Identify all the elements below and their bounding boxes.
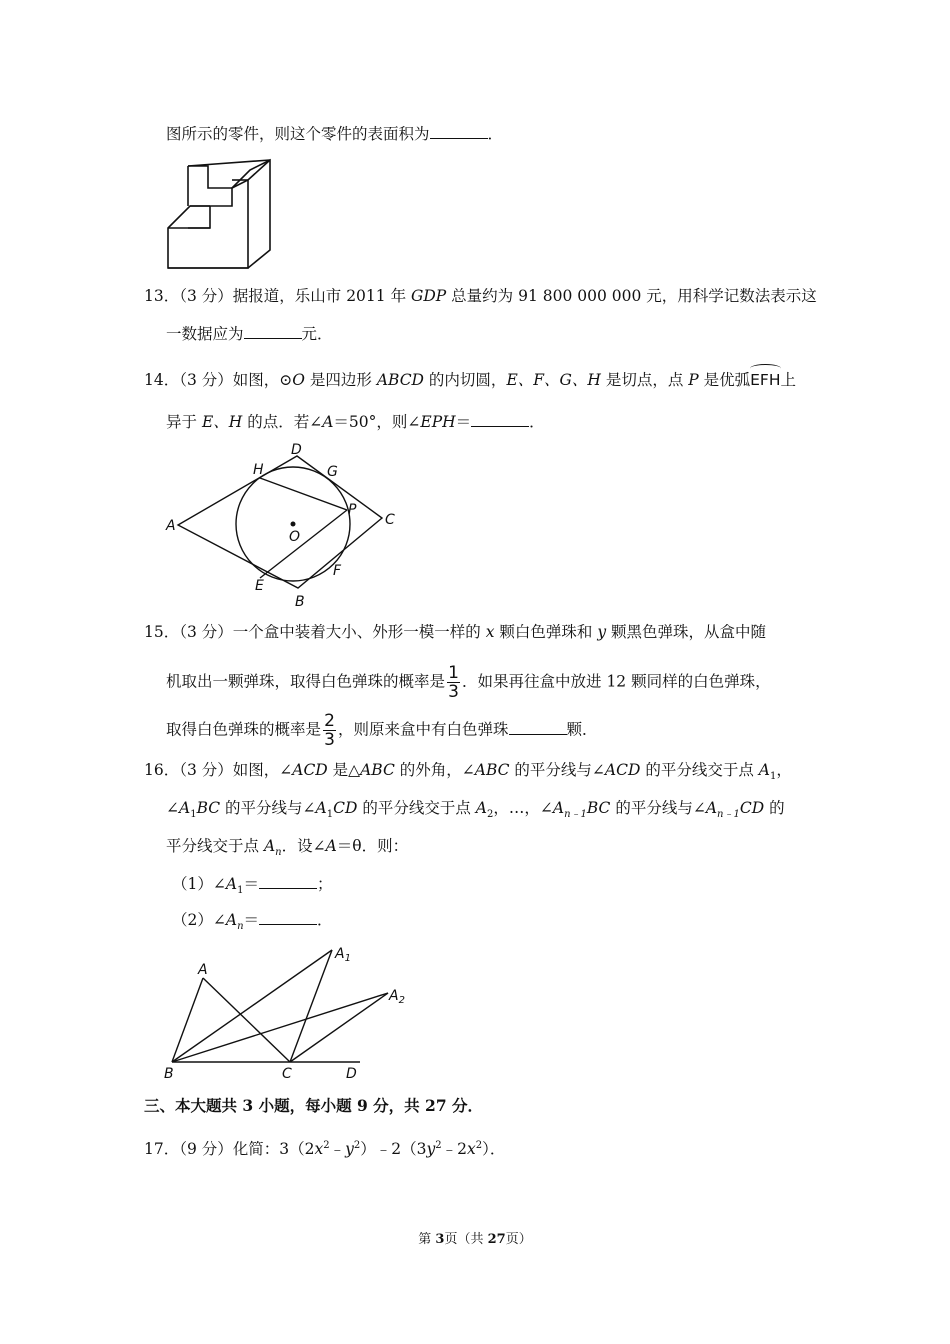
label-b: B: [164, 1066, 174, 1082]
label-a: A: [166, 518, 176, 534]
arc-mark: [750, 364, 780, 373]
q13-line1: 13．（3 分）据报道，乐山市 2011 年 GDP 总量约为 91 800 000 000 元，用科学记数法表示这: [144, 287, 817, 305]
label-f: F: [333, 563, 342, 579]
fraction-one-third: $\frac{1}{3}$: [448, 663, 459, 702]
answer-blank[interactable]: [430, 124, 488, 139]
q16-line1: 16．（3 分）如图，∠ACD 是△ABC 的外角，∠ABC 的平分线与∠ACD 的平分线交于点 $A_1$，: [144, 761, 792, 783]
answer-blank[interactable]: [259, 874, 317, 889]
q14-figure: [160, 438, 410, 613]
q12-figure: [160, 158, 280, 273]
label-a2: $A_2$: [389, 988, 405, 1006]
section-heading: 三、本大题共 3 小题，每小题 9 分，共 27 分．: [144, 1096, 484, 1115]
q16-part1: $(1)\angle A_1=$ ；: [172, 875, 333, 897]
q16-figure: [160, 938, 420, 1083]
label-b: B: [295, 594, 305, 610]
label-g: G: [327, 464, 338, 480]
label-a: A: [198, 962, 208, 978]
center-dot: [291, 522, 296, 527]
fraction-two-thirds: $\frac{2}{3}$: [324, 711, 335, 750]
answer-blank[interactable]: [509, 720, 567, 735]
q13-line2: 一数据应为 元．: [166, 325, 333, 343]
label-c: C: [282, 1066, 292, 1082]
q15-line3: 取得白色弹珠的概率是 $\frac{2}{3}$ ，则原来盒中有白色弹珠 颗．: [166, 711, 598, 750]
q17-text: 17．（9 分）化简：$3(2x^2﹣y^2)﹣2(3y^2﹣2x^2)$．: [144, 1140, 506, 1159]
page-footer: 第 3页（共 27页）: [418, 1232, 532, 1247]
q16-line3: 平分线交于点 $A_n$．设∠A＝θ．则：: [166, 837, 409, 859]
label-o: O: [289, 529, 301, 545]
answer-blank[interactable]: [259, 910, 317, 925]
label-p: P: [348, 502, 357, 518]
label-e: E: [255, 578, 264, 594]
q16-part2: $(2)\angle A_n=$ ．: [172, 911, 333, 933]
arc-efh: EFH: [750, 370, 780, 390]
q15-line2: 机取出一颗弹珠，取得白色弹珠的概率是 $\frac{1}{3}$ ．如果再往盒中放进 12 颗同样的白色弹珠，: [166, 663, 771, 702]
q14-line1: 14．（3 分）如图，⊙O 是四边形 ABCD 的内切圆，E、F、G、H 是切点，点 P 是优弧 EFH上: [144, 370, 796, 390]
label-d: D: [291, 442, 302, 458]
q15-line1: 15．（3 分）一个盒中装着大小、外形一模一样的 x 颗白色弹珠和 y 颗黑色弹珠，从盒中随: [144, 623, 767, 641]
answer-blank[interactable]: [471, 412, 529, 427]
q16-line2: $\angle A_1BC$ 的平分线与$\angle A_1CD$ 的平分线交于点 $A_2$，…，$\angle A_{n﹣1}BC$ 的平分线与$\angle A_{n﹣1}CD$ 的: [166, 799, 785, 821]
answer-blank[interactable]: [244, 324, 302, 339]
label-a1: $A_1$: [335, 946, 351, 964]
label-h: H: [253, 462, 264, 478]
q12-text: 图所示的零件，则这个零件的表面积为 ．: [166, 125, 504, 143]
label-d: D: [346, 1066, 357, 1082]
q14-line2: 异于 E、H 的点．若∠A＝50°，则∠EPH＝ ．: [166, 413, 545, 431]
label-c: C: [385, 512, 395, 528]
